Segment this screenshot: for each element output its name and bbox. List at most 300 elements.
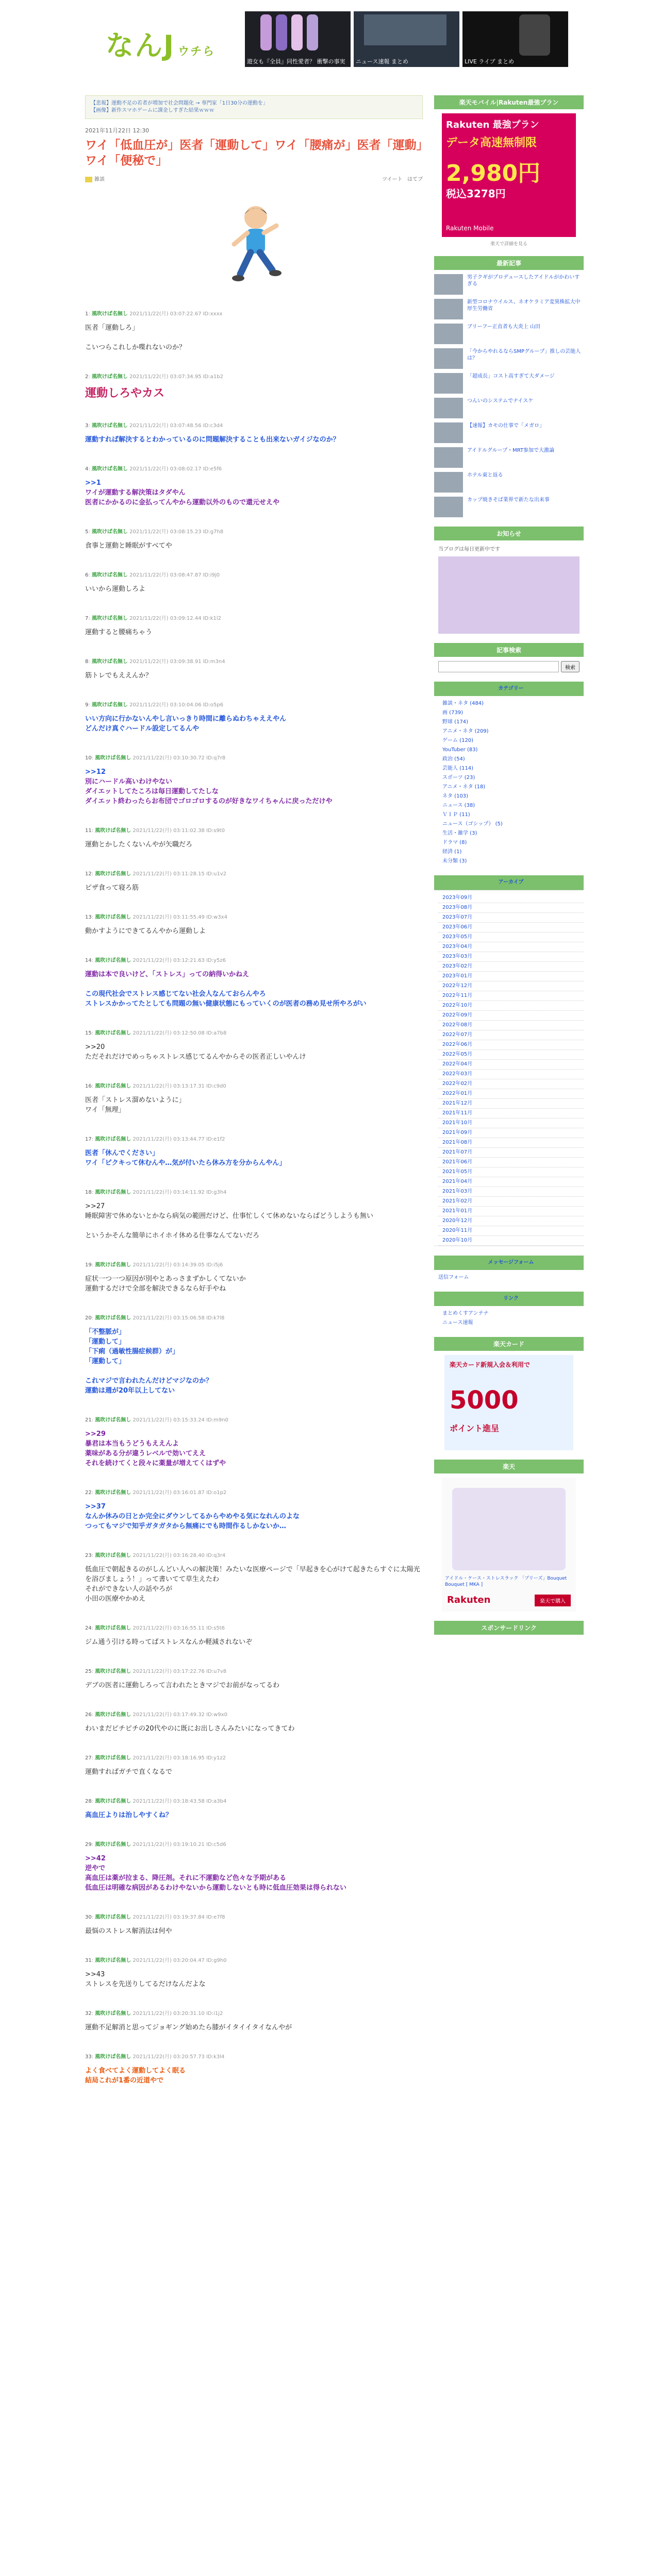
comment-line: 小田の医療やかめえ [85, 1595, 146, 1603]
category-link[interactable]: YouTuber (83) [442, 747, 478, 753]
category-link[interactable]: スポーツ (23) [442, 775, 475, 781]
comment-body [85, 840, 423, 850]
comment-header: 10: 風吹けば名無し 2021/11/22(月) 03:10:30.72 ID:q7r8 [85, 755, 226, 761]
comment-body [85, 767, 423, 806]
widget-title: リンク [434, 1292, 584, 1306]
comment-body [85, 541, 423, 551]
article-thumbnail[interactable] [434, 299, 463, 319]
article-link[interactable]: 新型コロナウイルス、ネオケラミア変異株拡大中 厚生労働省 [467, 299, 581, 312]
comment-header: 20: 風吹けば名無し 2021/11/22(月) 03:15:06.58 ID:k7l8 [85, 1315, 225, 1321]
mailform-link[interactable]: 送信フォーム [438, 1275, 469, 1280]
comment-number[interactable]: 27 [85, 1755, 92, 1761]
comment-number[interactable]: 31 [85, 1958, 92, 1963]
latest-article[interactable] [434, 274, 584, 295]
latest-article[interactable] [434, 422, 584, 443]
comment-number[interactable]: 19 [85, 1262, 92, 1268]
comment-header: 28: 風吹けば名無し 2021/11/22(月) 03:18:43.58 ID:a3b4 [85, 1799, 227, 1804]
archive-month-link[interactable]: 2022年06月 [438, 1040, 584, 1050]
latest-article[interactable] [434, 299, 584, 319]
comment-item [85, 1912, 423, 1936]
comment-item [85, 657, 423, 681]
comment-line: 医者「運動しろ」 [85, 324, 139, 332]
comment-line [85, 979, 423, 989]
comment-date: 2021/11/22(月) 03:19:37.84 ID:e7f8 [133, 1914, 225, 1920]
comment-number[interactable]: 2 [85, 374, 89, 380]
archive-month-link[interactable]: 2021年06月 [438, 1158, 584, 1167]
post-date: 2021年11月22日 12:30 [85, 127, 150, 134]
comment-author: 風吹けば名無し [95, 1315, 131, 1321]
comment-line: 症状一つ一つ原因が別やとあっさまずかしくてないか [85, 1275, 246, 1283]
article-link[interactable]: 「超成長」コスト高すぎて大ダメージ [467, 374, 555, 379]
comment-number[interactable]: 1 [85, 311, 89, 317]
comment-header: 16: 風吹けば名無し 2021/11/22(月) 03:13:17.31 ID:c9d0 [85, 1083, 226, 1089]
search-input[interactable] [438, 661, 559, 672]
article-thumbnail[interactable] [434, 398, 463, 418]
comment-header: 9: 風吹けば名無し 2021/11/22(月) 03:10:04.06 ID:o5p6 [85, 702, 223, 708]
ad-caption[interactable]: 楽天で詳細を見る [490, 242, 527, 247]
archive-month-link[interactable]: 2021年04月 [438, 1177, 584, 1187]
comment-date: 2021/11/22(月) 03:20:04.47 ID:g9h0 [133, 1958, 227, 1963]
comment-item [85, 826, 423, 850]
comment-header: 19: 風吹けば名無し 2021/11/22(月) 03:14:39.05 ID:i5j6 [85, 1262, 223, 1268]
article-thumbnail[interactable] [434, 422, 463, 443]
latest-article[interactable] [434, 398, 584, 418]
comment-line: ジム通う引ける時ってばストレスなんか軽減されないぞ [85, 1638, 253, 1646]
comment-line: ダイエットしてたころは毎日運動してたしな [85, 788, 219, 795]
comment-line: ただそれだけでめっちゃストレス感じてるんやからその医者正しいやんけ [85, 1053, 306, 1061]
latest-article[interactable] [434, 497, 584, 517]
comment-item [85, 1188, 423, 1241]
archive-month-link[interactable]: 2023年04月 [438, 942, 584, 952]
comment-body [85, 1148, 423, 1168]
external-link[interactable]: まとめくすアンテナ [442, 1311, 489, 1316]
header-banners [245, 11, 568, 67]
comment-line: デブの医者に運動しろって言われたときマジでお前がなってるわ [85, 1682, 280, 1689]
comment-author: 風吹けば名無し [91, 529, 128, 535]
comment-header: 13: 風吹けば名無し 2021/11/22(月) 03:11:55.49 ID:w3x4 [85, 914, 227, 920]
comment-header: 3: 風吹けば名無し 2021/11/22(月) 03:07:48.56 ID:c3d4 [85, 423, 223, 429]
comment-number[interactable]: 12 [85, 871, 92, 877]
comment-author: 風吹けば名無し [95, 1914, 131, 1920]
comment-author: 風吹けば名無し [95, 828, 131, 834]
comment-line: それができない人の話やろが [85, 1585, 173, 1593]
comment-line: 運動は週が20年以上してない [85, 1387, 175, 1395]
comment-author: 風吹けば名無し [95, 1083, 131, 1089]
comment-line: >>27 [85, 1202, 105, 1210]
comment-body [85, 1042, 423, 1062]
comment-item [85, 753, 423, 806]
comment-number[interactable]: 32 [85, 2011, 92, 2016]
share-button-2[interactable]: はてブ [407, 177, 423, 182]
category-link[interactable]: ＶＩＰ (11) [442, 812, 470, 818]
comment-number[interactable]: 26 [85, 1712, 92, 1718]
comment-body [85, 1565, 423, 1604]
latest-article[interactable] [434, 472, 584, 493]
comment-header: 18: 風吹けば名無し 2021/11/22(月) 03:14:11.92 ID:g3h4 [85, 1190, 227, 1195]
comment-line: >>29 [85, 1430, 106, 1438]
comment-author: 風吹けば名無し [95, 1799, 131, 1804]
archive-month-link[interactable]: 2022年10月 [438, 1001, 584, 1011]
widget-title: お知らせ [434, 527, 584, 540]
comment-header: 12: 風吹けば名無し 2021/11/22(月) 03:11:28.15 ID:u1v2 [85, 871, 227, 877]
archive-month-link[interactable]: 2022年04月 [438, 1060, 584, 1070]
link-widget [434, 1292, 584, 1328]
notice-image[interactable] [438, 556, 580, 634]
article-thumbnail[interactable] [434, 447, 463, 468]
archive-month-link[interactable]: 2023年08月 [438, 903, 584, 913]
comment-date: 2021/11/22(月) 03:18:16.95 ID:y1z2 [133, 1755, 226, 1761]
comment-line: 運動すれば解決するとわかっているのに問題解決することも出来ないガイジなのか？ [85, 436, 340, 444]
comment-author: 風吹けば名無し [95, 1417, 131, 1423]
archive-month-link[interactable]: 2022年03月 [438, 1070, 584, 1079]
category-link[interactable]: 雑談・ネタ (484) [442, 701, 484, 706]
header-banner-2[interactable]: ニュース速報 まとめ [354, 11, 459, 67]
category-link[interactable]: 野球 (174) [442, 719, 469, 725]
comment-number[interactable]: 17 [85, 1137, 92, 1142]
comment-body [85, 1681, 423, 1690]
archive-month-link[interactable]: 2021年05月 [438, 1167, 584, 1177]
comment-number[interactable]: 6 [85, 572, 89, 578]
comment-number[interactable]: 10 [85, 755, 92, 761]
comment-header: 5: 風吹けば名無し 2021/11/22(月) 03:08:15.23 ID:g7h8 [85, 529, 224, 535]
comment-line: ワイが運動する解決策はタダやん [85, 489, 186, 497]
rakuten-mobile-banner[interactable]: Rakuten 最強プラン データ高速無制限 2,980円 税込3278円 Rakuten Mobile [442, 113, 576, 237]
comment-line [85, 1366, 423, 1376]
widget-title: 楽天 [434, 1460, 584, 1473]
article-thumbnail[interactable] [434, 348, 463, 369]
archive-month-link[interactable]: 2022年07月 [438, 1030, 584, 1040]
comment-date: 2021/11/22(月) 03:09:12.44 ID:k1l2 [129, 616, 222, 621]
comment-number[interactable]: 33 [85, 2054, 92, 2060]
article-thumbnail[interactable] [434, 324, 463, 344]
comment-line: 低血圧は明確な病因があるわけやないから運動しないとも時に低血圧効果は得られない [85, 1884, 347, 1892]
archive-month-link[interactable]: 2022年01月 [438, 1089, 584, 1099]
comment-line: ピザ食って寝ろ筋 [85, 884, 139, 892]
category-link[interactable]: ゲーム (120) [442, 738, 474, 743]
archive-month-link[interactable]: 2023年03月 [438, 952, 584, 962]
archive-month-link[interactable]: 2022年12月 [438, 981, 584, 991]
comment-line: 結局これが1番の近道やで [85, 2077, 164, 2084]
category-link[interactable]: ニュース（ゴシップ） (5) [442, 821, 503, 827]
comment-author: 風吹けば名無し [95, 1137, 131, 1142]
comment-number[interactable]: 3 [85, 423, 89, 429]
comment-item [85, 1488, 423, 1531]
comment-date: 2021/11/22(月) 03:20:57.73 ID:k3l4 [133, 2054, 225, 2060]
comment-author: 風吹けば名無し [95, 1625, 131, 1631]
comment-body [85, 1095, 423, 1115]
comment-line: 医者「休んでください」 [85, 1149, 159, 1157]
comment-number[interactable]: 4 [85, 466, 89, 472]
comment-body [85, 714, 423, 734]
comment-line: 高血圧よりは治しやすくね？ [85, 1811, 173, 1819]
comment-header: 11: 風吹けば名無し 2021/11/22(月) 03:11:02.38 ID:s9t0 [85, 828, 225, 834]
comment-line: >>12 [85, 768, 106, 776]
comment-line: わいまだピチピチの20代やのに既にお出しさんみたいになってきてわ [85, 1725, 295, 1733]
comment-header: 22: 風吹けば名無し 2021/11/22(月) 03:16:01.87 ID:o1p2 [85, 1490, 227, 1496]
comment-line: 筋トレでもええんか？ [85, 672, 153, 680]
comment-number[interactable]: 5 [85, 529, 89, 535]
comment-author: 風吹けば名無し [95, 1958, 131, 1963]
comment-line [85, 1221, 423, 1231]
comment-body [85, 435, 423, 445]
comment-author: 風吹けば名無し [95, 1490, 131, 1496]
comment-line: それを続けてくと段々に薬量が増えてくはずや [85, 1460, 226, 1467]
comment-date: 2021/11/22(月) 03:10:30.72 ID:q7r8 [133, 755, 226, 761]
widget-title: 楽天カード [434, 1337, 584, 1351]
notice-link-1[interactable]: 【悲報】運動不足の若者が増加で社会問題化 → 専門家「1日30分の運動を」 [91, 100, 268, 106]
comment-header: 27: 風吹けば名無し 2021/11/22(月) 03:18:16.95 ID:y1z2 [85, 1755, 226, 1761]
comment-item [85, 1956, 423, 1989]
widget-title: スポンサードリンク [434, 1621, 584, 1635]
archive-month-link[interactable]: 2021年09月 [438, 1128, 584, 1138]
notice-link-2[interactable]: 【画像】新作スマホゲームに課金しすぎた結果ｗｗｗ [91, 108, 214, 113]
search-button[interactable]: 検索 [561, 661, 580, 672]
category-link[interactable]: 生活・雑学 (3) [442, 831, 477, 836]
archive-month-link[interactable]: 2022年08月 [438, 1021, 584, 1030]
comment-author: 風吹けば名無し [95, 1030, 131, 1036]
article-thumbnail[interactable] [434, 472, 463, 493]
comment-header: 29: 風吹けば名無し 2021/11/22(月) 03:19:10.21 ID:c5d6 [85, 1842, 226, 1848]
archive-month-link[interactable]: 2020年12月 [438, 1216, 584, 1226]
comment-number[interactable]: 11 [85, 828, 92, 834]
article-thumbnail[interactable] [434, 373, 463, 394]
comment-number[interactable]: 30 [85, 1914, 92, 1920]
comment-item [85, 1797, 423, 1820]
article-thumbnail[interactable] [434, 497, 463, 517]
widget-title: アーカイブ [434, 875, 584, 890]
comment-line: なんか休みの日とか完全にダウンしてるからやめやる気になれんのよな [85, 1513, 300, 1520]
article-link[interactable]: 男子クギがプロデュースしたアイドルがかわいすぎる [467, 275, 580, 287]
running-man-illustration [216, 202, 293, 290]
category-link[interactable]: ドラマ (8) [442, 840, 467, 845]
comment-date: 2021/11/22(月) 03:08:15.23 ID:g7h8 [129, 529, 224, 535]
comment-number[interactable]: 29 [85, 1842, 92, 1848]
comment-date: 2021/11/22(月) 03:18:43.58 ID:a3b4 [133, 1799, 227, 1804]
comment-date: 2021/11/22(月) 03:13:44.77 ID:e1f2 [133, 1137, 225, 1142]
archive-month-link[interactable]: 2020年10月 [438, 1236, 584, 1246]
comment-number[interactable]: 8 [85, 659, 89, 665]
archive-month-link[interactable]: 2021年12月 [438, 1099, 584, 1109]
comment-item [85, 421, 423, 445]
category-link[interactable]: 政治 (54) [442, 756, 465, 762]
sponsor-widget [434, 1621, 584, 1635]
comment-item [85, 1753, 423, 1777]
comment-line: つってもマジで知乎ガタガタから無痛にでも時間作るしかないか… [85, 1522, 286, 1530]
comment-body [85, 1327, 423, 1396]
comment-line: この現代社会でストレス感じてない社会人なんておらんやろ [85, 990, 266, 998]
comment-number[interactable]: 16 [85, 1083, 92, 1089]
comment-item [85, 1260, 423, 1294]
comment-number[interactable]: 18 [85, 1190, 92, 1195]
comment-number[interactable]: 25 [85, 1669, 92, 1674]
site-logo[interactable]: なんJ ウチら [106, 29, 216, 62]
comment-number[interactable]: 28 [85, 1799, 92, 1804]
comment-line: 高血圧は薬が拉まる、降圧剤。それに不運動など色々な予期がある [85, 1874, 287, 1882]
comment-number[interactable]: 20 [85, 1315, 92, 1321]
archive-month-link[interactable]: 2021年10月 [438, 1118, 584, 1128]
latest-article[interactable] [434, 348, 584, 369]
comment-line: よく食べてよく運動してよく眠る [85, 2067, 186, 2075]
comment-number[interactable]: 7 [85, 616, 89, 621]
comment-line: 暴君は本当もうどうもええんよ [85, 1440, 179, 1448]
comment-line: 運動するだけで全部を解決できるなら好手やね [85, 1285, 226, 1293]
archive-month-link[interactable]: 2023年01月 [438, 972, 584, 981]
comment-number[interactable]: 24 [85, 1625, 92, 1631]
category-link[interactable]: 未分類 (3) [442, 858, 467, 864]
category-link[interactable]: 雑談 [94, 177, 105, 182]
comment-body [85, 2066, 423, 2086]
comment-date: 2021/11/22(月) 03:16:28.40 ID:q3r4 [133, 1553, 226, 1558]
article-thumbnail[interactable] [434, 274, 463, 295]
archive-month-link[interactable]: 2023年07月 [438, 913, 584, 923]
widget-title: カテゴリー [434, 682, 584, 696]
comment-author: 風吹けば名無し [95, 755, 131, 761]
comment-body [85, 584, 423, 594]
comment-author: 風吹けば名無し [95, 914, 131, 920]
comment-line: 「運動して」 [85, 1338, 126, 1346]
archive-month-link[interactable]: 2022年09月 [438, 1011, 584, 1021]
sidebar [434, 95, 584, 1644]
comment-body [85, 1810, 423, 1820]
comment-date: 2021/11/22(月) 03:14:39.05 ID:i5j6 [133, 1262, 223, 1268]
comment-line: 低血圧で朝起きるのがしんどい人への解決策！みたいな医療ページで「早起きを心がけて起きたらすぐに太陽光を浴びましょう！」って書いてて草生えたわ [85, 1566, 420, 1583]
archive-month-link[interactable]: 2021年07月 [438, 1148, 584, 1158]
comment-item [85, 956, 423, 1009]
category-link[interactable]: 経済 (1) [442, 849, 462, 855]
category-link[interactable]: ネタ (103) [442, 793, 469, 799]
category-link[interactable]: ニュース (38) [442, 803, 475, 808]
comment-author: 風吹けば名無し [91, 466, 128, 472]
archive-month-link[interactable]: 2021年11月 [438, 1109, 584, 1118]
comment-author: 風吹けば名無し [91, 423, 128, 429]
rakuten-product-widget [434, 1460, 584, 1612]
latest-article[interactable] [434, 373, 584, 394]
comment-line: 別にハードル高いわけやない [85, 778, 173, 786]
comment-line: 運動不足解消と思ってジョギング始めたら膝がイタイイタイなんやが [85, 2024, 292, 2031]
archive-month-link[interactable]: 2022年11月 [438, 991, 584, 1001]
comment-header: 32: 風吹けば名無し 2021/11/22(月) 03:20:31.10 ID:i1j2 [85, 2011, 223, 2016]
archive-month-link[interactable]: 2020年11月 [438, 1226, 584, 1236]
article-link[interactable]: 【速報】カモの仕事で「メガロ」 [467, 423, 544, 429]
comment-line: 「不整脈が」 [85, 1328, 126, 1336]
comment-number[interactable]: 23 [85, 1553, 92, 1558]
comment-date: 2021/11/22(月) 03:10:04.06 ID:o5p6 [129, 702, 223, 708]
comment-date: 2021/11/22(月) 03:12:50.08 ID:a7b8 [133, 1030, 227, 1036]
comment-item [85, 309, 423, 352]
comment-item [85, 372, 423, 401]
comment-line: これマジで言われたんだけどマジなのか？ [85, 1377, 213, 1385]
archive-month-link[interactable]: 2023年06月 [438, 923, 584, 933]
comment-item [85, 1415, 423, 1468]
archive-month-link[interactable]: 2022年05月 [438, 1050, 584, 1060]
external-link[interactable]: ニュース速報 [442, 1320, 473, 1326]
comment-number[interactable]: 14 [85, 958, 92, 963]
comment-author: 風吹けば名無し [95, 1553, 131, 1558]
comment-line: 運動しろやカス [85, 387, 165, 400]
comment-line: こいつらこれしか喋れないのか？ [85, 344, 186, 351]
archive-month-link[interactable]: 2023年05月 [438, 933, 584, 942]
comment-line: いい方向に行かないんやし言いっきり時間に離らぬわちゃええやん [85, 715, 287, 723]
comment-number[interactable]: 22 [85, 1490, 92, 1496]
latest-article[interactable] [434, 324, 584, 344]
comment-header: 17: 風吹けば名無し 2021/11/22(月) 03:13:44.77 ID:e1f2 [85, 1137, 225, 1142]
buy-button[interactable]: 楽天で購入 [535, 1595, 571, 1606]
rakuten-product-banner[interactable]: アイドル・ケース・ストレスラック 「プリーズ」Bouquet Bouquet [ MKA ] Rakuten 楽天で購入 [442, 1478, 576, 1612]
comment-line: どんだけ真ぐハードル設定してるんや [85, 725, 200, 733]
comment-line: いいから運動しろよ [85, 585, 146, 593]
archive-month-link[interactable]: 2022年02月 [438, 1079, 584, 1089]
comment-date: 2021/11/22(月) 03:19:10.21 ID:c5d6 [133, 1842, 226, 1848]
comment-body [85, 970, 423, 1009]
archive-month-link[interactable]: 2021年08月 [438, 1138, 584, 1148]
comment-body [85, 386, 423, 401]
archive-month-link[interactable]: 2021年01月 [438, 1207, 584, 1216]
comment-date: 2021/11/22(月) 03:08:47.87 ID:i9j0 [129, 572, 220, 578]
article-link[interactable]: つんいのシステムでナイスケ [467, 398, 534, 404]
category-link[interactable]: アニメ・ネタ (18) [442, 784, 486, 790]
comment-body [85, 671, 423, 681]
comment-date: 2021/11/22(月) 03:07:34.95 ID:a1b2 [129, 374, 223, 380]
article-link[interactable]: ブリーフー正直者も大炎上 山田 [467, 324, 540, 330]
article-link[interactable]: アイドルグループ・MRT参加で大激論 [467, 448, 555, 453]
share-button-1[interactable]: ツイート [382, 177, 403, 182]
latest-article[interactable] [434, 447, 584, 468]
rakuten-card-banner[interactable]: 楽天カード新規入会＆利用で 5000 ポイント進呈 [444, 1355, 573, 1450]
category-link[interactable]: 芸能人 (114) [442, 766, 474, 771]
archive-month-link[interactable]: 2023年02月 [438, 962, 584, 972]
comment-author: 風吹けば名無し [95, 1669, 131, 1674]
category-link[interactable]: 画 (739) [442, 710, 464, 716]
comment-item [85, 570, 423, 594]
archive-month-link[interactable]: 2021年03月 [438, 1187, 584, 1197]
comment-author: 風吹けば名無し [91, 616, 128, 621]
comment-date: 2021/11/22(月) 03:09:38.91 ID:m3n4 [129, 659, 225, 665]
comment-line: 医者「ストレス溜めないように」 [85, 1096, 186, 1104]
article-link[interactable]: カップ焼きそば業界で新たな出来事 [467, 497, 550, 503]
comment-line: 運動すればガチで直くなるで [85, 1768, 172, 1776]
comment-date: 2021/11/22(月) 03:15:06.58 ID:k7l8 [133, 1315, 225, 1321]
latest-articles-widget [434, 256, 584, 517]
header-banner-1[interactable]: 遊女も『全員』同性愛者？ 衝撃の事実 [245, 11, 351, 67]
comment-item [85, 2052, 423, 2086]
comment-line: 運動すると腰痛ちゃう [85, 629, 153, 636]
notice-text: 当ブログは毎日更新中です [438, 547, 500, 552]
widget-title: 最新記事 [434, 256, 584, 270]
comment-body [85, 1201, 423, 1241]
comment-body [85, 1274, 423, 1294]
comment-number[interactable]: 9 [85, 702, 89, 708]
comment-item [85, 464, 423, 507]
comment-number[interactable]: 21 [85, 1417, 92, 1423]
comment-item [85, 2009, 423, 2032]
archive-month-link[interactable]: 2021年02月 [438, 1197, 584, 1207]
comment-body [85, 1724, 423, 1734]
header-banner-3[interactable]: LIVE ライブ まとめ [462, 11, 568, 67]
comment-body [85, 1429, 423, 1468]
archive-month-link[interactable]: 2023年09月 [438, 893, 584, 903]
article-title[interactable]: ワイ「低血圧が」医者「運動して」ワイ「腰痛が」医者「運動」ワイ「便秘で」 [85, 139, 423, 167]
comment-number[interactable]: 15 [85, 1030, 92, 1036]
article-link[interactable]: 「今からやれるならSMPグループ」推しの芸能人は？ [467, 349, 581, 361]
article-link[interactable]: ホテル東と返る [467, 472, 503, 478]
comment-body [85, 1970, 423, 1989]
category-link[interactable]: アニメ・ネタ (209) [442, 728, 489, 734]
comment-date: 2021/11/22(月) 03:07:22.67 ID:xxxx [129, 311, 223, 317]
comment-author: 風吹けば名無し [95, 2011, 131, 2016]
comment-number[interactable]: 13 [85, 914, 92, 920]
comment-line [85, 333, 423, 343]
comment-line: 運動とかしたくないんやが矢職だろ [85, 841, 193, 849]
